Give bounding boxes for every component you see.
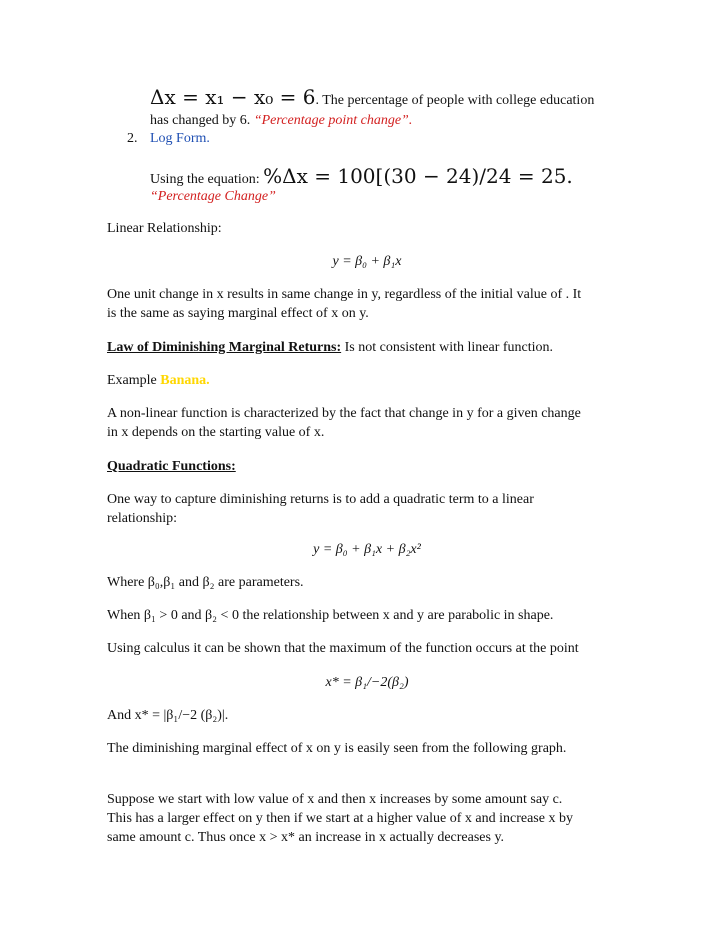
example-highlight: Banana. (160, 373, 210, 388)
law-line (107, 339, 627, 358)
linear-text-2: is the same as saying marginal effect of x on y. (107, 306, 369, 321)
law-text: Is not consistent with linear function. (341, 340, 554, 355)
quadratic-heading: Quadratic Functions: (107, 459, 236, 474)
linear-heading: Linear Relationship: (107, 221, 222, 236)
using-equation-line (150, 163, 630, 190)
percentage-change: “Percentage Change” (150, 189, 276, 204)
log-form-line (150, 130, 630, 149)
delta-line (150, 84, 630, 111)
linear-equation: y = β₀ + β₁x (332, 254, 402, 269)
graph-text: The diminishing marginal effect of x on y is easily seen from the following graph. (107, 741, 567, 756)
list-item-2-number: 2. (127, 131, 138, 146)
when-condition: When β₁ > 0 and β₂ < 0 the relationship between x and y are parabolic in shape. (107, 608, 554, 623)
absolute-value-equation: And x* = |β₁/−2 (β₂)|. (107, 708, 229, 723)
example-label: Example (107, 373, 161, 388)
linear-text-1: One unit change in x results in same change in y, regardless of the initial value of . It (107, 287, 582, 302)
nonlinear-text-2: in x depends on the starting value of x. (107, 425, 325, 440)
quadratic-text-1: One way to capture diminishing returns is to add a quadratic term to a linear (107, 492, 534, 507)
has-changed-line (150, 112, 630, 131)
law-heading: Law of Diminishing Marginal Returns: (107, 340, 342, 355)
where-parameters: Where β₀,β₁ and β₂ are parameters. (107, 575, 304, 590)
log-equation: %Δx = 100[(30 − 24)/24 = 25. (263, 164, 573, 188)
nonlinear-text-1: A non-linear function is characterized by the fact that change in y for a given change (107, 406, 581, 421)
suppose-text-3: same amount c. Thus once x > x* an increase in x actually decreases y. (107, 830, 505, 845)
example-line (107, 372, 627, 391)
percentage-point-change: “Percentage point change”. (253, 113, 413, 128)
log-form-dot: . (206, 131, 210, 146)
delta-equation: Δx = x₁ − x₀ = 6 (150, 85, 316, 109)
delta-note: . The percentage of people with college education (315, 93, 595, 108)
has-changed-text: has changed by 6. (150, 113, 254, 128)
quadratic-equation: y = β₀ + β₁x + β₂x² (313, 542, 421, 557)
using-equation-label: Using the equation: (150, 172, 264, 187)
calculus-text: Using calculus it can be shown that the maximum of the function occurs at the point (107, 641, 579, 656)
suppose-text-2: This has a larger effect on y then if we start at a higher value of x and increase x by (107, 811, 573, 826)
maximum-equation: x* = β₁/−2(β₂) (325, 675, 409, 690)
suppose-text-1: Suppose we start with low value of x and then x increases by some amount say c. (107, 792, 563, 807)
log-form-label: Log Form (150, 131, 207, 146)
quadratic-text-2: relationship: (107, 511, 177, 526)
percentage-change-line (150, 188, 630, 207)
